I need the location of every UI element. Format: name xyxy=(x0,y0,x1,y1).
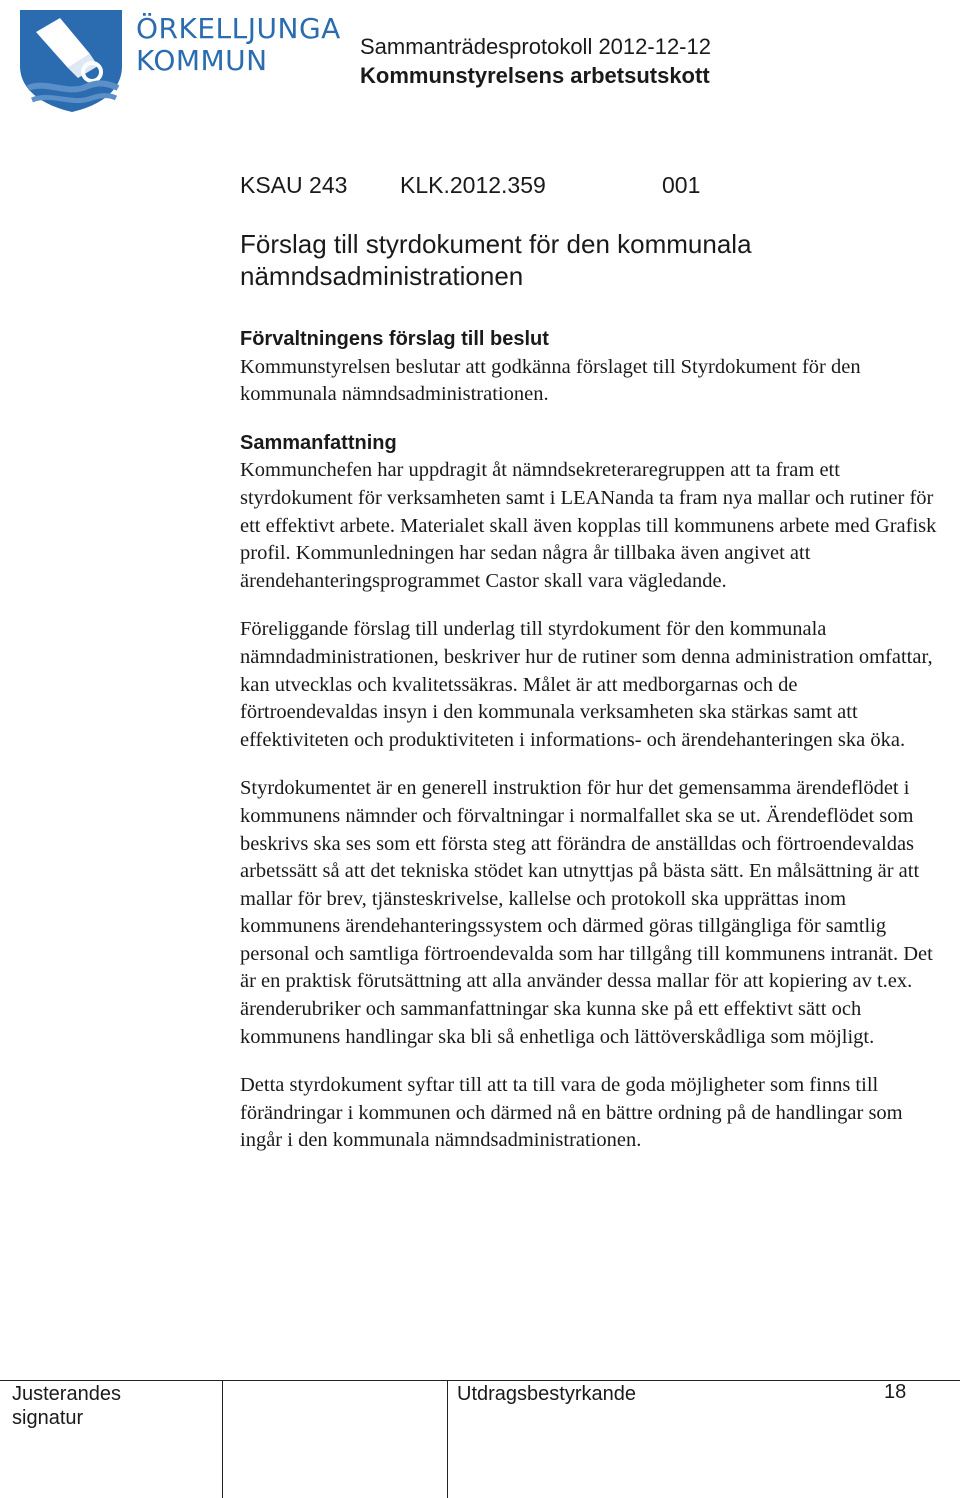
footer-divider xyxy=(0,1380,960,1381)
signatur-label: signatur xyxy=(12,1407,84,1429)
summary-paragraph: Föreliggande förslag till underlag till styrdokument för den kommunala nämndadministrationen, beskriver hur de rutiner som denna administration omfattar, kan utvecklas och kvalitetssäkras. Målet är att medborgarnas och de förtroendevaldas insyn i den kommunala verksamheten ska stärkas samt att effektiviteten och produktiviteten i informations- och ärendehanteringen ska öka. xyxy=(240,618,933,751)
proposal-text: Kommunstyrelsen beslutar att godkänna förslaget till Styrdokument för den kommunala nämndsadministrationen. xyxy=(240,355,861,406)
footer-column-separator xyxy=(447,1380,448,1498)
diary-number: KLK.2012.359 xyxy=(400,172,546,198)
footer-column-separator xyxy=(222,1380,223,1498)
municipality-logo xyxy=(18,6,341,116)
page-number: 18 xyxy=(884,1381,907,1403)
utdragsbestyrkande-label: Utdragsbestyrkande xyxy=(457,1383,636,1405)
summary-paragraph: Kommunchefen har uppdragit åt nämndsekreteraregruppen att ta fram ett styrdokument för verksamheten samt i LEANanda ta fram nya mallar och rutiner för ett effektivt arbete. Materialet skall även kopplas till kommunens arbete med Grafisk profil. Kommunledningen har sedan några år tillbaka även angivet att ärendehanteringsprogrammet Castor skall vara vägledande. xyxy=(240,459,937,592)
signature-footer xyxy=(0,1380,960,1498)
logo-text-line2: KOMMUN xyxy=(136,44,268,77)
summary-paragraph: Styrdokumentet är en generell instruktion för hur det gemensamma ärendeflödet i kommunens nämnder och förvaltningar i normalfallet ska se ut. Ärendeflödet som beskrivs ska ses som ett första steg att förändra de anställdas och förtroendevaldas arbetssätt så att det tekniska stödet kan utnyttjas på bästa sätt. En målsättning är att mallar för brev, tjänsteskrivelse, kallelse och protokoll ska upprättas inom kommunens ärendehanteringssystem och därmed göras tillgängliga för samtlig personal och samtliga förtroendevalda som har tillgång till kommunens intranät. Det är en praktisk förutsättning att alla använder dessa mallar för att kopiering av t.ex. ärenderubriker och sammanfattningar ska kunna ske på ett effektivt sätt och kommunens handlingar ska bli så enhetliga och lättöverskådliga som möjligt. xyxy=(240,777,933,1048)
item-heading: Förslag till styrdokument för den kommunala nämndsadministrationen xyxy=(240,229,752,291)
document-title: Sammanträdesprotokoll 2012-12-12 xyxy=(360,34,711,59)
summary-paragraph: Detta styrdokument syftar till att ta till vara de goda möjligheter som finns till förändringar i kommunen och därmed nå en bättre ordning på de handlingar som ingår i den kommunala nämndsadministrationen. xyxy=(240,1074,903,1152)
logo-text-line1: ÖRKELLJUNGA xyxy=(136,12,341,45)
justerandes-label: Justerandes xyxy=(12,1383,121,1405)
item-body xyxy=(240,326,940,1155)
ksau-number: KSAU 243 xyxy=(240,172,348,198)
committee-name: Kommunstyrelsens arbetsutskott xyxy=(360,63,710,88)
case-code: 001 xyxy=(662,172,701,198)
summary-title: Sammanfattning xyxy=(240,431,397,454)
coat-of-arms-icon xyxy=(18,6,130,114)
proposal-title: Förvaltningens förslag till beslut xyxy=(240,328,549,350)
